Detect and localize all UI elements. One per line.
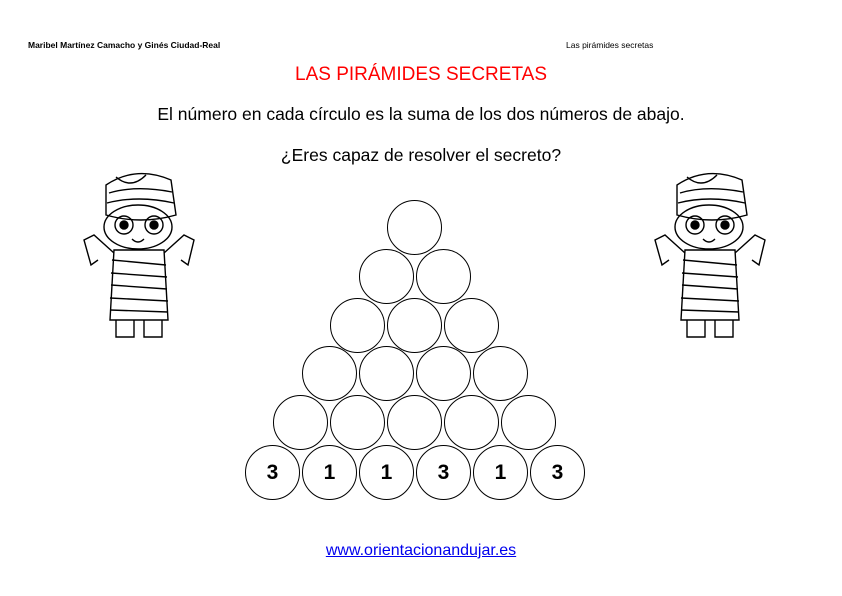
instruction-line-1: El número en cada círculo es la suma de los dos números de abajo. bbox=[157, 104, 685, 124]
pyramid-base-cell: 1 bbox=[302, 445, 357, 500]
pyramid-cell[interactable] bbox=[444, 395, 499, 450]
pyramid-cell[interactable] bbox=[473, 346, 528, 401]
footer-link-container bbox=[0, 542, 842, 560]
pyramid-cell[interactable] bbox=[359, 249, 414, 304]
pyramid-cell[interactable] bbox=[359, 346, 414, 401]
pyramid-base-cell: 3 bbox=[416, 445, 471, 500]
mummy-illustration-right bbox=[647, 165, 777, 345]
pyramid-cell[interactable] bbox=[330, 298, 385, 353]
pyramid-cell[interactable] bbox=[273, 395, 328, 450]
page-title: LAS PIRÁMIDES SECRETAS bbox=[295, 64, 547, 85]
pyramid-base-cell: 3 bbox=[245, 445, 300, 500]
pyramid-cell[interactable] bbox=[387, 298, 442, 353]
mummy-illustration-left bbox=[76, 165, 206, 345]
website-link[interactable]: www.orientacionandujar.es bbox=[325, 542, 517, 559]
pyramid-base-cell: 1 bbox=[473, 445, 528, 500]
pyramid-cell[interactable] bbox=[330, 395, 385, 450]
pyramid-base-cell: 1 bbox=[359, 445, 414, 500]
pyramid-cell[interactable] bbox=[387, 395, 442, 450]
header-doc-title: Las pirámides secretas bbox=[566, 40, 654, 50]
pyramid-cell[interactable] bbox=[416, 346, 471, 401]
pyramid-cell[interactable] bbox=[387, 200, 442, 255]
header-authors: Maribel Martínez Camacho y Ginés Ciudad-Real bbox=[28, 40, 221, 50]
pyramid-cell[interactable] bbox=[501, 395, 556, 450]
instruction-line-2: ¿Eres capaz de resolver el secreto? bbox=[280, 145, 562, 165]
pyramid-cell[interactable] bbox=[302, 346, 357, 401]
pyramid-cell[interactable] bbox=[444, 298, 499, 353]
pyramid-cell[interactable] bbox=[416, 249, 471, 304]
pyramid-base-cell: 3 bbox=[530, 445, 585, 500]
